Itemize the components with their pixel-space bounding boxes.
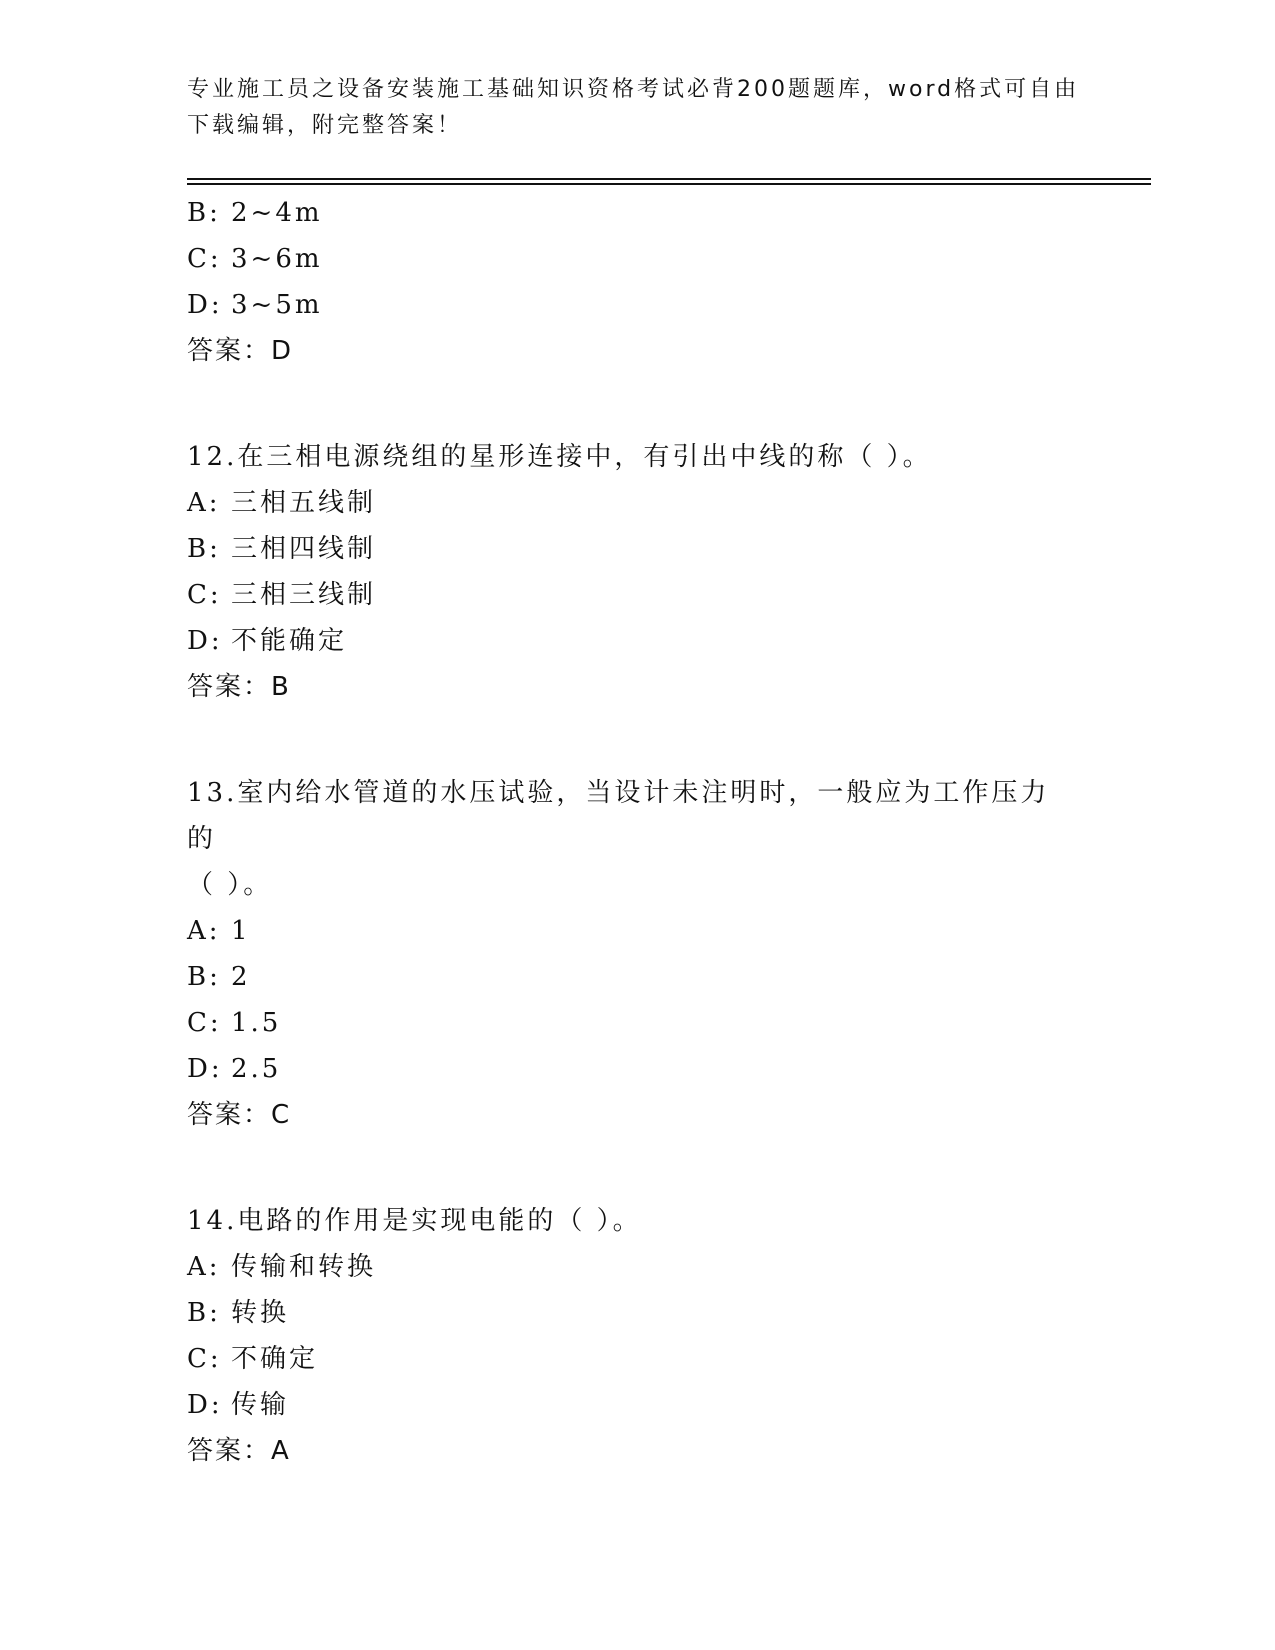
header-line-2: 下载编辑，附完整答案！ [187, 113, 463, 138]
question-13 [187, 770, 1087, 1138]
option-label: B: [187, 1298, 221, 1328]
answer-line: 答案：C [187, 1100, 292, 1130]
option-text: 三相三线制 [231, 580, 377, 610]
answer-line: 答案：A [187, 1436, 291, 1466]
option-text: 不确定 [231, 1344, 319, 1374]
option-label: C: [187, 1008, 222, 1038]
option-b [187, 190, 1087, 236]
option-b [187, 526, 1087, 572]
answer-line: 答案：B [187, 672, 291, 702]
question-11-tail [187, 190, 1087, 374]
option-text: 1 [231, 916, 251, 946]
spacer [187, 374, 1087, 434]
answer-line: 答案：D [187, 336, 294, 366]
option-text: 3~6m [231, 244, 323, 274]
option-c [187, 236, 1087, 282]
option-text: 2 [231, 962, 251, 992]
option-a [187, 908, 1087, 954]
option-label: D: [187, 626, 223, 656]
option-label: A: [187, 916, 221, 946]
option-d [187, 1046, 1087, 1092]
document-header [187, 72, 1087, 144]
option-text: 不能确定 [231, 626, 348, 656]
option-text: 转换 [231, 1298, 290, 1328]
option-label: B: [187, 198, 221, 228]
option-text: 1.5 [231, 1008, 282, 1038]
header-divider-bottom [187, 183, 1151, 185]
option-label: B: [187, 962, 221, 992]
option-c [187, 572, 1087, 618]
option-label: D: [187, 1390, 223, 1420]
option-c [187, 1000, 1087, 1046]
option-b [187, 1290, 1087, 1336]
question-12 [187, 434, 1087, 710]
option-label: D: [187, 1054, 223, 1084]
option-label: C: [187, 244, 222, 274]
option-text: 三相五线制 [231, 488, 377, 518]
option-b [187, 954, 1087, 1000]
question-text-line-1: 13.室内给水管道的水压试验，当设计未注明时，一般应为工作压力的 [187, 778, 1050, 854]
option-label: B: [187, 534, 221, 564]
option-label: C: [187, 1344, 222, 1374]
option-c [187, 1336, 1087, 1382]
header-line-1: 专业施工员之设备安装施工基础知识资格考试必背200题题库，word格式可自由 [187, 77, 1080, 102]
question-text: 12.在三相电源绕组的星形连接中，有引出中线的称（ ）。 [187, 442, 932, 472]
header-divider-top [187, 178, 1151, 180]
option-text: 传输 [231, 1390, 290, 1420]
option-a [187, 480, 1087, 526]
option-label: C: [187, 580, 222, 610]
option-text: 2~4m [231, 198, 323, 228]
question-content [187, 190, 1087, 1474]
option-label: A: [187, 1252, 221, 1282]
option-label: A: [187, 488, 221, 518]
question-text-line-2: （ ）。 [187, 870, 273, 900]
option-d [187, 1382, 1087, 1428]
spacer [187, 1138, 1087, 1198]
option-text: 传输和转换 [231, 1252, 377, 1282]
option-label: D: [187, 290, 223, 320]
option-d [187, 282, 1087, 328]
option-text: 3~5m [231, 290, 323, 320]
question-text: 14.电路的作用是实现电能的（ ）。 [187, 1206, 642, 1236]
option-text: 三相四线制 [231, 534, 377, 564]
option-a [187, 1244, 1087, 1290]
spacer [187, 710, 1087, 770]
option-text: 2.5 [231, 1054, 282, 1084]
question-14 [187, 1198, 1087, 1474]
option-d [187, 618, 1087, 664]
